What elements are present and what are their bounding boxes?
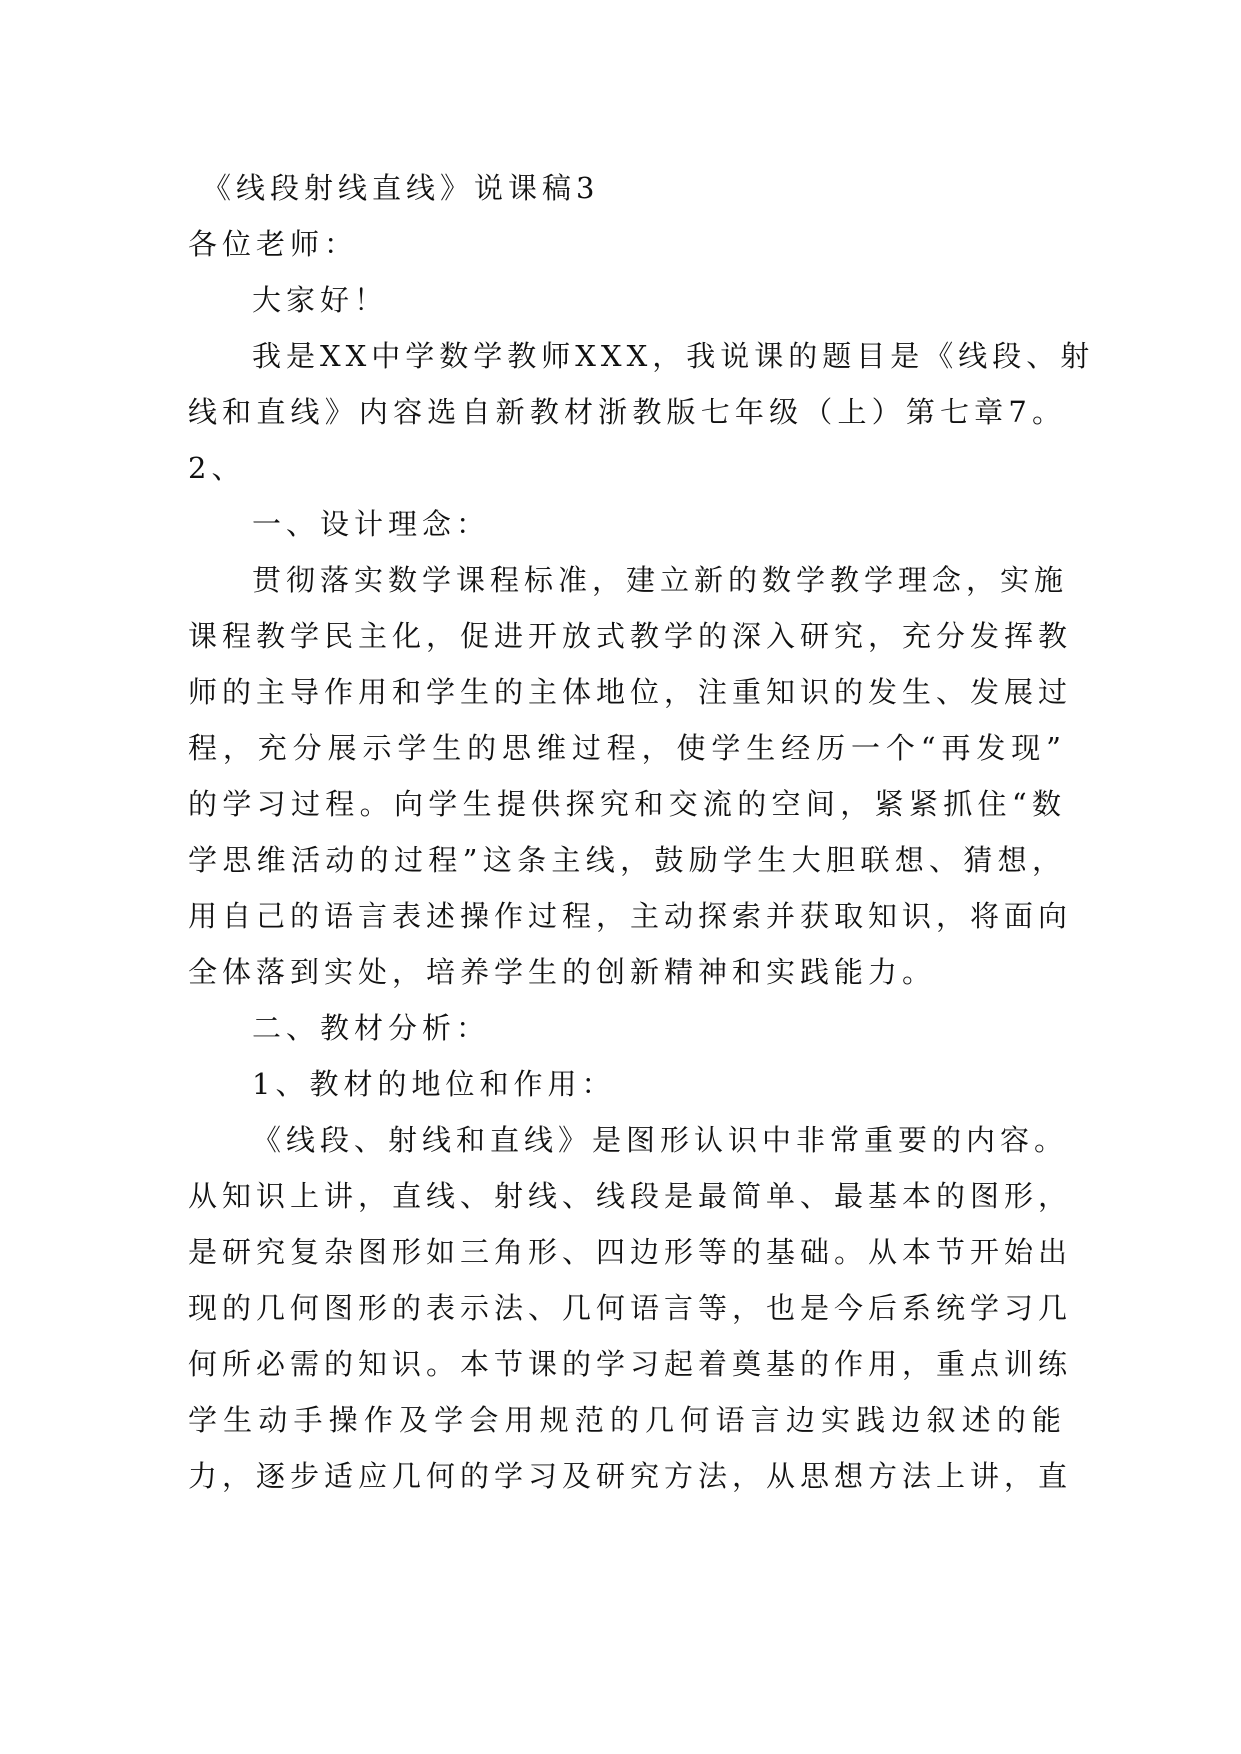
paragraph-line: 学思维活动的过程”这条主线，鼓励学生大胆联想、猜想， [188, 843, 1066, 877]
paragraph-line: 从知识上讲，直线、射线、线段是最简单、最基本的图形， [188, 1179, 1073, 1213]
paragraph-line: 现的几何图形的表示法、几何语言等，也是今后系统学习几 [188, 1291, 1073, 1325]
paragraph-line: 课程教学民主化，促进开放式教学的深入研究，充分发挥教 [188, 619, 1073, 653]
section-heading-textbook-analysis: 二、教材分析： [252, 1011, 491, 1045]
paragraph-line: 贯彻落实数学课程标准，建立新的数学教学理念，实施 [252, 563, 1069, 597]
paragraph-line: 何所必需的知识。本节课的学习起着奠基的作用，重点训练 [188, 1347, 1073, 1381]
design-concept-paragraph [188, 552, 1073, 1000]
paragraph-line: 2、 [188, 451, 246, 485]
section-heading-design-concept: 一、设计理念： [252, 507, 491, 541]
intro-paragraph [188, 328, 1095, 496]
paragraph-line: 力，逐步适应几何的学习及研究方法，从思想方法上讲，直 [188, 1459, 1073, 1493]
paragraph-line: 我是XX中学数学教师XXX，我说课的题目是《线段、射 [252, 339, 1095, 373]
document-body [188, 160, 1095, 1504]
status-and-role-paragraph [188, 1112, 1073, 1504]
paragraph-line: 《线段、射线和直线》是图形认识中非常重要的内容。 [252, 1123, 1069, 1157]
paragraph-line: 的学习过程。向学生提供探究和交流的空间，紧紧抓住“数 [188, 787, 1066, 821]
greeting: 各位老师： [188, 227, 359, 261]
paragraph-line: 学生动手操作及学会用规范的几何语言边实践边叙述的能 [188, 1403, 1066, 1437]
paragraph-line: 师的主导作用和学生的主体地位，注重知识的发生、发展过 [188, 675, 1073, 709]
paragraph-line: 是研究复杂图形如三角形、四边形等的基础。从本节开始出 [188, 1235, 1073, 1269]
paragraph-line: 全体落到实处，培养学生的创新精神和实践能力。 [188, 955, 937, 989]
salutation: 大家好！ [252, 283, 389, 317]
document-title: 《线段射线直线》说课稿3 [202, 171, 600, 205]
paragraph-line: 用自己的语言表述操作过程，主动探索并获取知识，将面向 [188, 899, 1073, 933]
paragraph-line: 线和直线》内容选自新教材浙教版七年级（上）第七章7。 [188, 395, 1066, 429]
paragraph-line: 程，充分展示学生的思维过程，使学生经历一个“再发现” [188, 731, 1066, 765]
subsection-heading-status-and-role: 1、教材的地位和作用： [252, 1067, 616, 1101]
